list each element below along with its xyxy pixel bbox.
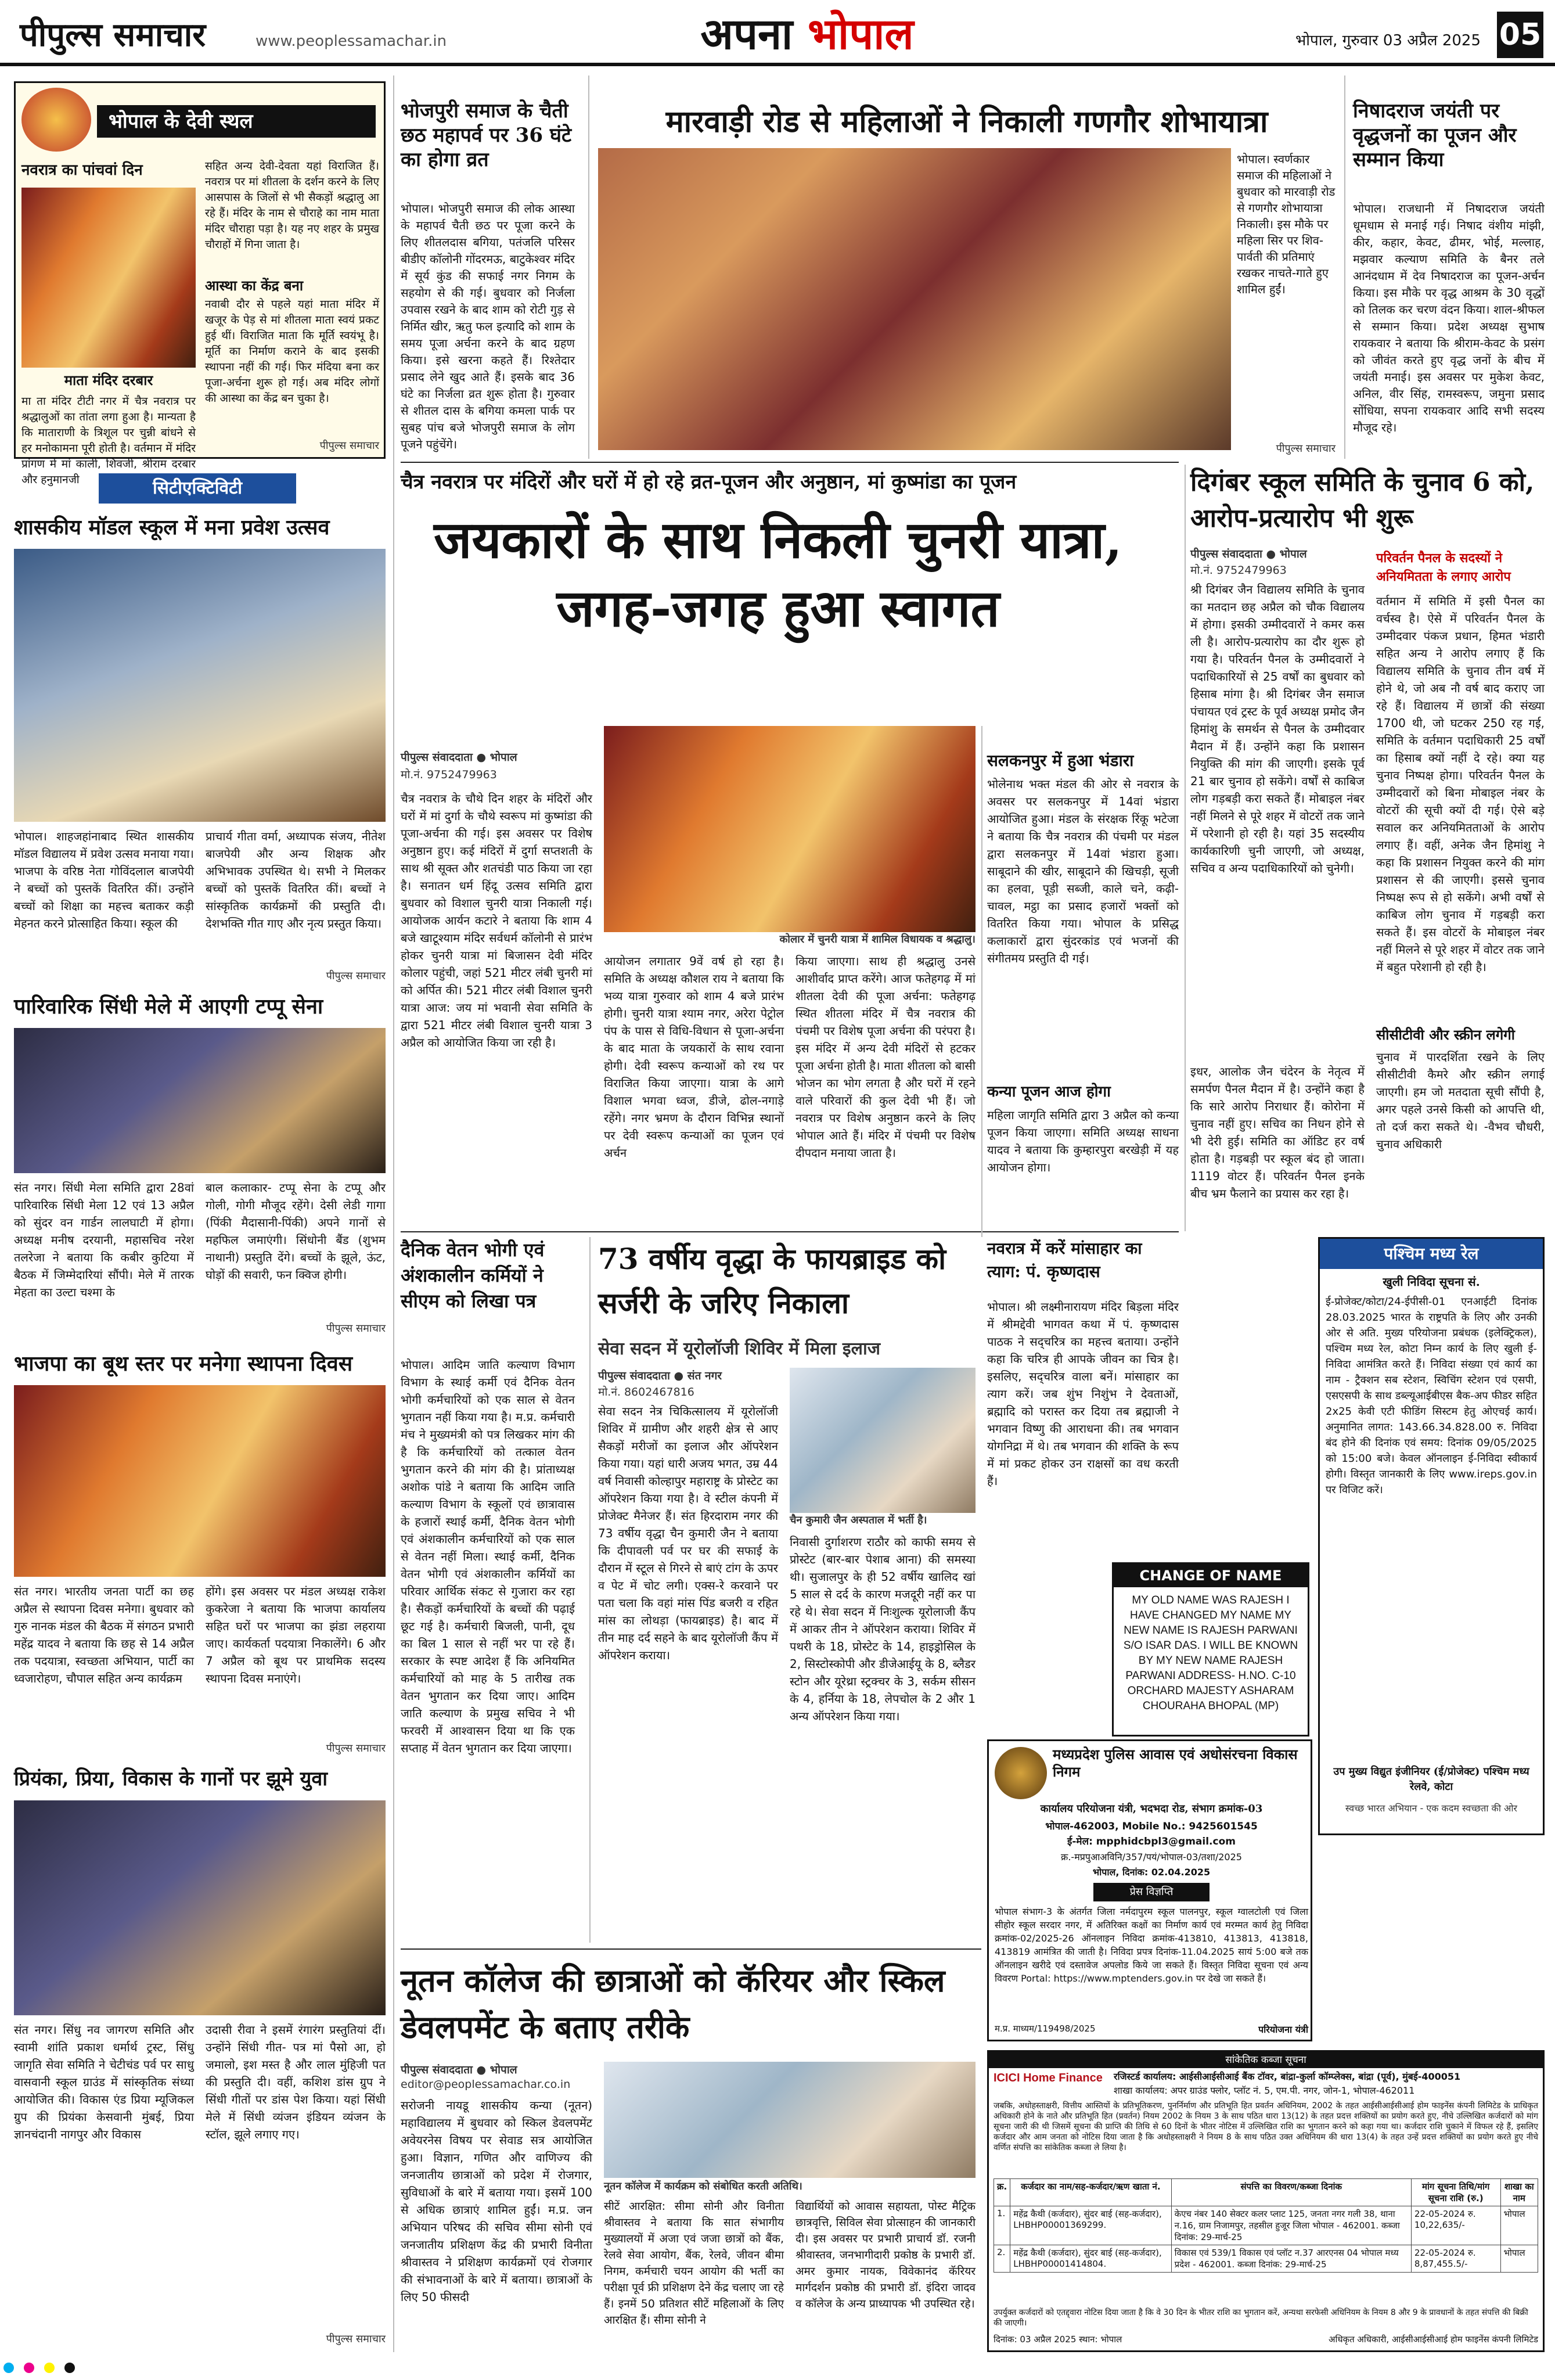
nutan-photo bbox=[604, 2062, 976, 2178]
nutan-body-2: सीटें आरक्षित: सीमा सोनी और विनीता श्रीवास्तव ने बताया कि सात संभागीय मुख्यालयों में अजा एवं जजा छात्रों को बैंक, रेलवे सेवा आयोग, बैंक, रेलवे, जीवन बीमा निगम, कर्मचारी चयन आयोग की भर्ती का परीक्षा पूर्व फ्री प्रशिक्षण देने केंद्र चलाए जा रहे हैं। इनमें 50 प्रतिशत सीटें महिलाओं के लिए आरक्षित हैं। सीमा सोनी ने bbox=[604, 2200, 784, 2327]
table-cell: 2. bbox=[994, 2245, 1010, 2273]
city-activity-label: सिटीएक्टिविटी bbox=[99, 473, 296, 504]
rule bbox=[401, 1231, 1179, 1232]
newspaper-logo: पीपुल्स समाचार bbox=[20, 16, 206, 54]
fibroid-body-2: निवासी दुर्गाशरण राठौर को काफी समय से प्रोस्टेट (बार-बार पेशाब आना) की समस्या थी। सुजालपुर के ही 52 वर्षीय खालिद खां 5 साल से दर्द के कारण मजदूरी नहीं कर पा रहे थे। सेवा सदन में निःशुल्क यूरोलाजी कैंप में आकर तीन ने ऑपरेशन कराया। शिविर में पथरी के 18, प्रोस्टेट के 14, हाइड्रोसिल के 2, सिस्टोस्कोपी और डीजेआईयू के 8, ब्लैडर स्टोन और यूरेथ्रा स्ट्रक्चर के 3, सर्कम सीसन के 4, हर्निया के 18, लेपचोल के 2 और 1 अन्य ऑपरेशन किया गया। bbox=[790, 1535, 976, 1723]
railway-tagline: स्वच्छ भारत अभियान - एक कदम स्वच्छता की ओर bbox=[1345, 1803, 1517, 1814]
police-code: म.प्र. माध्यम/119498/2025 bbox=[995, 2023, 1096, 2034]
digambar-body-1: श्री दिगंबर जैन विद्यालय समिति के चुनाव का मतदान छह अप्रैल को चौक विद्यालय में होगा। इसकी उम्मीदवारों ने कमर कस ली है। आरोप-प्रत्यारोप का दौर शुरू हो गया है। परिवर्तन पैनल के उम्मीदवारों ने पदाधिकारियों से 25 वर्षों का बुधवार को हिसाब मांगा है। श्री दिगंबर जैन समाज पंचायत एवं ट्रस्ट के पूर्व अध्यक्ष प्रमोद जैन हिमांशु के समर्थन से पैनल के उम्मीदवार मैदान में हैं। उन्होंने कहा कि प्रशासन नियुक्ति की मांग की जाएगी। इसके पूर्व 21 बार चुनाव हो सकेंगे। वर्षों से काबिज लोग गड़बड़ी करा सकते हैं। मोबाइल नंबर नहीं मिलने से पूरे शहर में वोटरों तक जाने में परेशानी हो रही है। यहां 35 सदस्यीय कार्यकारिणी चुनी जाएगी, जो अध्यक्ष, सचिव व अन्य पदाधिकारियों को चुनेगी। bbox=[1190, 583, 1365, 875]
masthead-rule bbox=[0, 63, 1555, 66]
devi-kicker: भोपाल के देवी स्थल bbox=[97, 105, 376, 138]
digambar-body-4: चुनाव में पारदर्शिता रखने के लिए सीसीटीवी कैमरे और स्क्रीन लगाई जाएगी। हम जो मतदाता सूची सौंपी है, अगर पहले उनसे किसी को आपत्ति थी, तो दर्ज करा सकते थे। -वैभव चौधरी, चुनाव अधिकारी bbox=[1376, 1050, 1545, 1151]
digambar-headline: दिगंबर स्कूल समिति के चुनाव 6 को, आरोप-प्रत्यारोप भी शुरू bbox=[1190, 468, 1535, 533]
icici-body: जबकि, अधोहस्ताक्षरी, वित्तीय आस्तियों के प्रतिभूतिकरण, पुनर्निर्माण और प्रतिभूति हित प्रवर्तन अधिनियम, 2002 के तहत आईसीआईसीआई होम फाइनेंस कंपनी लिमिटेड के प्राधिकृत अधिकारी होने के नाते और प्रतिभूति हित (प्रवर्तन) नियम 2002 के नियम 3 के साथ पठित धारा 13(12) के तहत प्रदत्त शक्तियों का प्रयोग करते हुए, नीचे उल्लिखित कर्जदारों को मांग सूचना जारी की थी जिसमें सूचना की प्राप्ति की तिथि से 60 दिनों के भीतर नोटिस में उल्लिखित राशि का भुगतान करने को कहा गया था। कर्जदार राशि चुकाने में विफल रहे हैं, इसलिए कर्जदार और आम जनता को नोटिस दिया जाता है कि अधोहस्ताक्षरी ने नियम 8 के साथ पठित उक्त अधिनियम की धारा 13(4) के तहत उन्हें प्रदत्त शक्तियों का प्रयोग करते हुए नीचे वर्णित संपत्ति का सांकेतिक कब्जा ले लिया है। bbox=[994, 2101, 1538, 2152]
digambar-mobile: मो.नं. 9752479963 bbox=[1190, 564, 1287, 577]
mansahar-body: भोपाल। श्री लक्ष्मीनारायण मंदिर बिड़ला मंदिर में श्रीमद्देवी भागवत कथा में पं. कृष्णदास पाठक ने सद्चरित्र का महत्त्व बताया। उन्होंने कहा कि चरित्र ही आपके जीवन का चित्र है। इसलिए, सद्चरित्र वाला बनें। मांसाहार का त्याग करें। जब शुंभ निशुंभ ने देवताओं, ब्रह्मादि को परास्त कर दिया तब ब्रह्माजी ने भगवान विष्णु की आराधना की। तब भगवान योगनिद्रा में थे। तब भगवान की शक्ति के रूप में मां प्रकट होकर उन राक्षसों का वध करती हैं। bbox=[987, 1300, 1179, 1488]
icici-kicker: सांकेतिक कब्जा सूचना bbox=[989, 2052, 1543, 2068]
icici-date: दिनांक: 03 अप्रैल 2025 स्थान: भोपाल bbox=[994, 2334, 1122, 2345]
bjp-body-1: संत नगर। भारतीय जनता पार्टी का छह अप्रैल से स्थापना दिवस मनेगा। बुधवार को गुरु नानक मंडल की बैठक में संगठन प्रभारी महेंद्र यादव ने बताया कि छह से 14 अप्रैल तक पदयात्रा, स्वच्छता अभियान, पार्टी का ध्वजारोहण, चौपाल सहित अन्य कार्यक्रम bbox=[14, 1584, 194, 1685]
table-cell: केएच नंबर 140 सेक्टर कलर प्लाट 125, जनता नगर गली 38, थाना न.16, ग्राम निजामपुर, तहसील हुजूर जिला भोपाल - 462001. कब्जा दिनांक: 29-मार्च-25 bbox=[1171, 2206, 1411, 2245]
rule bbox=[401, 1948, 981, 1950]
devi-body-1: मा ता मंदिर टीटी नगर में चैत्र नवरात्र पर श्रद्धालुओं का तांता लगा हुआ है। मान्यता है कि माताराणी के त्रिशूल पर चुन्नी बांधने से हर मनोकामना पूरी होती है। वर्तमान में मंदिर प्रांगण में मां काली, शिवजी, श्रीराम दरबार और हनुमानजी bbox=[21, 395, 196, 486]
section-title: अपना भोपाल bbox=[700, 9, 914, 59]
icici-brand: ICICI Home Finance bbox=[994, 2072, 1103, 2084]
vetan-headline: दैनिक वेतन भोगी एवं अंशकालीन कर्मियों ने सीएम को लिखा पत्र bbox=[401, 1239, 545, 1312]
icici-col-header: मांग सूचना तिथि/मांग सूचना राशि (रु.) bbox=[1411, 2179, 1500, 2206]
main-col-1: चैत्र नवरात्र के चौथे दिन शहर के मंदिरों और घरों में मां दुर्गा के चौथे स्वरूप मां कुष्मांडा की पूजा-अर्चना की गई। इस अवसर पर विशेष अनुष्ठान हुए। कई मंदिरों में दुर्गा सप्तशती के साथ श्री सूक्त और शतचंडी पाठ किया जा रहा है। सनातन धर्म हिंदू उत्सव समिति द्वारा बुधवार को विशाल चुनरी यात्रा निकाली गई। आयोजक आर्यन कटारे ने बताया कि शाम 4 बजे खाटूश्याम मंदिर सर्वधर्म कॉलोनी से प्रारंभ होकर चुनरी यात्रा मां बिजासन देवी मंदिर कोलार पहुंची, जहां 521 मीटर लंबी चुनरी मां को अर्पित की। 521 मीटर लंबी विशाल चुनरी यात्रा आज: जय मां भवानी सेवा समिति के द्वारा 521 मीटर लंबी विशाल चुनरी यात्रा 3 अप्रैल को आयोजित किया जा रही है। bbox=[401, 792, 592, 1049]
fibroid-headline: 73 वर्षीय वृद्धा के फायब्राइड को सर्जरी के जरिए निकाला bbox=[598, 1242, 946, 1320]
change-of-name-title: CHANGE OF NAME bbox=[1114, 1564, 1308, 1587]
police-press: प्रेस विज्ञप्ति bbox=[1093, 1883, 1210, 1901]
digambar-body-2: इधर, आलोक जैन चंदेरन के नेतृत्व में समर्पण पैनल मैदान में है। उन्होंने कहा है कि सारे आरोप निराधार हैं। कोरोना में चुनाव नहीं हुए। सचिव का निधन होने से भी देरी हुई। समिति का ऑडिट हर वर्ष होता है। गड़बड़ी पर स्कूल बंद हो जाता। 1119 वोटर हैं। परिवर्तन पैनल इनके बीच भ्रम फैलाने का प्रयास कर रहा है। bbox=[1190, 1065, 1365, 1200]
website-url[interactable]: www.peoplessamachar.in bbox=[255, 33, 447, 50]
digambar-sub-1: परिवर्तन पैनल के सदस्यों ने अनियमितता के लगाए आरोप bbox=[1376, 551, 1511, 584]
table-cell: महेंद्र कैथी (कर्जदार), सुंदर बाई (सह-कर्जदार), LHBHP00001414804. bbox=[1010, 2245, 1171, 2273]
bjp-photo bbox=[14, 1385, 386, 1577]
devi-day: नवरात्र का पांचवां दिन bbox=[21, 161, 143, 179]
table-cell: महेंद्र कैथी (कर्जदार), सुंदर बाई (सह-कर्जदार), LHBHP00001369299. bbox=[1010, 2206, 1171, 2245]
patient-photo bbox=[790, 1368, 976, 1513]
gangaur-headline: मारवाड़ी रोड से महिलाओं ने निकाली गणगौर शोभायात्रा bbox=[665, 104, 1268, 139]
sindhi-body-2: बाल कलाकार- टप्पू सेना के टप्पू और गोली, गोगी मौजूद रहेंगे। देसी लेडी गागा (पिंकी मैदासानी-पिंकी) अपने गानों से महफिल जमाएंगी। सिंधोनी बैंड (शुभम नाथानी) प्रस्तुति देंगे। बच्चों के झूले, ऊंट, घोड़ों की सवारी, फन क्विज होगी। bbox=[206, 1181, 386, 1282]
fibroid-mobile: मो.नं. 8602467816 bbox=[598, 1386, 694, 1398]
icici-branch: शाखा कार्यालय: अपर ग्राउंड फ्लोर, प्लॉट नं. 5, एम.पी. नगर, जोन-1, भोपाल-462011 bbox=[1114, 2085, 1415, 2096]
main-strap: चैत्र नवरात्र पर मंदिरों और घरों में हो रहे व्रत-पूजन और अनुष्ठान, मां कुष्मांडा का पूजन bbox=[401, 470, 1017, 494]
sindhi-headline: पारिवारिक सिंधी मेले में आएगी टप्पू सेना bbox=[14, 994, 323, 1019]
icici-col-header: संपत्ति का विवरण/कब्जा दिनांक bbox=[1171, 2179, 1411, 2206]
column-divider bbox=[589, 1237, 591, 1943]
bjp-credit: पीपुल्स समाचार bbox=[326, 1742, 386, 1755]
column-divider bbox=[981, 726, 982, 1237]
goddess-icon bbox=[21, 88, 91, 152]
table-cell: 22-05-2024 रु. 8,87,455.5/- bbox=[1411, 2245, 1500, 2273]
digambar-sub-2: सीसीटीवी और स्क्रीन लगेगी bbox=[1376, 1026, 1516, 1043]
school-body-2: प्राचार्य गीता वर्मा, अध्यापक संजय, नीतेश बाजपेयी और अन्य शिक्षक और अभिभावक उपस्थित थे। सभी ने मिलकर बच्चों को पुस्तकें वितरित कीं। बच्चों ने सांस्कृतिक कार्यक्रमों की प्रस्तुति दी। देशभक्ति गीत गाए और नृत्य प्रस्तुत किया। bbox=[206, 829, 386, 930]
table-row bbox=[994, 2245, 1538, 2273]
nishad-body: भोपाल। राजधानी में निषादराज जयंती धूमधाम से मनाई गई। निषाद वंशीय मांझी, कीर, कहार, केवट, ढीमर, भोई, मल्लाह, मझवार कल्याण समिति के बैनर तले आनंदधाम में देव निषादराज का पूजन-अर्चन किया। इस मौके पर वृद्ध आश्रम के 30 वृद्धों को तिलक कर चरण वंदन किया। शाल-श्रीफल से सम्मान किया। प्रदेश अध्यक्ष सुभाष रायकवार ने बताया कि श्रीराम-केवट के प्रसंग को जीवंत करते हुए वृद्ध जनों के बीच में जयंती मनाई। इस अवसर पर मुकेश केवट, अनिल, वीर सिंह, रामस्वरूप, जमुना प्रसाद सोंधिया, सपना रायकवार आदि सभी सदस्य मौजूद रहे। bbox=[1353, 202, 1545, 434]
column-divider bbox=[1185, 465, 1186, 1231]
nutan-body-1: सरोजनी नायडू शासकीय कन्या (नूतन) महाविद्यालय में बुधवार को स्किल डेवलपमेंट अवेयरनेस विषय पर सेवाड सत्र आयोजित हुआ। विज्ञान, गणित और वाणिज्य की जनजातीय छात्राओं को प्रदेश में रोजगार, सुविधाओं के बारे में बताया गया। इसमें 100 से अधिक छात्राएं शामिल हुईं। म.प्र. जन अभियान परिषद की सचिव सीमा सोनी एवं जनजातीय प्रशिक्षण केंद्र की प्रभारी विनीता श्रीवास्तव ने प्रशिक्षण कार्यक्रमों एवं रोजगार की संभावनाओं के बारे में बताया। छात्राओं के लिए 50 फीसदी bbox=[401, 2098, 592, 2304]
police-email[interactable]: ई-मेल: mpphidcbpl3@gmail.com bbox=[1067, 1836, 1236, 1847]
fibroid-sub: सेवा सदन में यूरोलॉजी शिविर में मिला इलाज bbox=[598, 1339, 880, 1359]
devi-body-3: नवाबी दौर से पहले यहां माता मंदिर में खजूर के पेड़ से मां शीतला माता स्वयं प्रकट हुई थीं। विराजित माता कि मूर्ति स्वयंभू है। मूर्ति का निर्माण कराने के बाद इसकी स्थापना नहीं की गई। फिर मंदिया बना कर पूजा-अर्चना शुरू हो गई। अब मंदिर लोगों की आस्था का केंद्र बन चुका है। bbox=[205, 298, 379, 405]
school-headline: शासकीय मॉडल स्कूल में मना प्रवेश उत्सव bbox=[14, 515, 330, 540]
change-of-name-ad bbox=[1112, 1562, 1309, 1737]
gangaur-photo bbox=[598, 148, 1231, 450]
police-date: भोपाल, दिनांक: 02.04.2025 bbox=[1092, 1867, 1211, 1878]
nishad-headline: निषादराज जयंती पर वृद्धजनों का पूजन और सम्मान किया bbox=[1353, 99, 1517, 171]
icici-foot: उपर्युक्त कर्जदारों को एतद्द्वारा नोटिस दिया जाता है कि वे 30 दिन के भीतर राशि का भुगतान करें, अन्यथा सरफेसी अधिनियम के नियम 8 और 9 के प्रावधानों के तहत संपत्ति की बिक्री की जाएगी। bbox=[994, 2308, 1528, 2328]
priyanka-body-2: उदासी रीवा ने इसमें रंगारंग प्रस्तुतियां दीं। उन्होंने सिंधी गीत- पत्र मां पैसो आ, हो जमालो, इश मस्त है और लाल मुंहिजी पत की प्रस्तुति दी। वहीं, कशिश डांस ग्रुप ने सिंधी गीतों पर डांस पेश किया। यहां सिंधी मेले में सिंधी व्यंजन इंडियन व्यंजन के स्टॉल, झूले लगाए गए। bbox=[206, 2023, 386, 2141]
bhojpuri-headline: भोजपुरी समाज के चैती छठ महापर्व पर 36 घंटे का होगा व्रत bbox=[401, 99, 572, 171]
police-title: मध्यप्रदेश पुलिस आवास एवं अधोसंरचना विकास निगम bbox=[1053, 1746, 1298, 1780]
icici-possession-notice bbox=[987, 2050, 1545, 2352]
bhojpuri-body: भोपाल। भोजपुरी समाज की लोक आस्था के महापर्व चैती छठ पर पूजा करने के लिए शीतलदास बगिया, पतंजलि परिसर बीडीए कॉलोनी गोंदरमऊ, बाटुकेश्वर मंदिर में सूर्य कुंड की सफाई नगर निगम के सहयोग से की गई। बुधवार को निर्जला उपवास रखने के बाद शाम को रोटी गुड़ से निर्मित खीर, ऋतु फल इत्यादि को शाम के समय पूजा अर्चना करने के बाद ग्रहण किया। इसे खरना कहते हैं। रिश्तेदार प्रसाद लेने खुद आते हैं। इसके बाद 36 घंटे का निर्जला व्रत शुरू होता है। गुरुवार से शीतल दास के बगिया कमला पार्क पर सुबह पांच बजे भोजपुरी समाज के लोग पूजने पहुंचेंगे। bbox=[401, 202, 575, 451]
police-ref: क्र.-मप्रपुआअविनि/357/पयं/भोपाल-03/तशा/2025 bbox=[1061, 1851, 1242, 1863]
school-body-1: भोपाल। शाहजहांनाबाद स्थित शासकीय मॉडल विद्यालय में प्रवेश उत्सव मनाया गया। भाजपा के वरिष्ठ नेता गोविंदलाल बाजपेयी ने बच्चों को पुस्तकें वितरित कीं। उन्होंने बच्चों को शिक्षा का महत्त्व बताकर कड़ी मेहनत करने प्रोत्साहित किया। स्कूल की bbox=[14, 829, 194, 930]
icici-sign: अधिकृत अधिकारी, आईसीआईसीआई होम फाइनेंस कंपनी लिमिटेड bbox=[1329, 2334, 1538, 2345]
column-divider bbox=[393, 76, 394, 2352]
police-emblem-icon bbox=[995, 1747, 1047, 1799]
main-mobile: मो.नं. 9752479963 bbox=[401, 768, 497, 781]
icici-col-header: कर्जदार का नाम/सह-कर्जदार/ऋण खाता नं. bbox=[1010, 2179, 1171, 2206]
police-sign: परियोजना यंत्री bbox=[1258, 2024, 1308, 2035]
chunari-yatra-photo bbox=[604, 726, 976, 932]
fibroid-photo-caption: चैन कुमारी जैन अस्पताल में भर्ती है। bbox=[790, 1514, 927, 1526]
school-photo bbox=[14, 549, 386, 822]
railway-body: ई-प्रोजेक्ट/कोटा/24-ईपीसी-01 एनआईटी दिनांक 28.03.2025 भारत के राष्ट्रपति के लिए और उनकी ओर से अति. मुख्य परियोजना प्रबंधक (इलेक्ट्रिकल), पश्चिम मध्य रेल, कोटा निम्न कार्य के लिए खुली ई-निविदा आमंत्रित करते हैं। निविदा संख्या एवं कार्य का नाम - ट्रैक्शन सब स्टेशन, स्विचिंग स्टेशन एवं एसपी, एसएसपी के साथ डब्ल्यूआईबीएस बैक-अप फीडर सहित 2x25 केवी एटी फीडिंग सिस्टम हेतु ओएचई कार्य। अनुमानित लागत: 143.66.34.828.00 रु. निविदा बंद होने की दिनांक एवं समय: दिनांक 09/05/2025 को 15:00 बजे। केवल ऑनलाइन ई-निविदा स्वीकार्य होगी। विस्तृत जानकारी के लिए www.ireps.gov.in पर विजिट करें। bbox=[1326, 1296, 1537, 1496]
page-number: 05 bbox=[1497, 12, 1543, 58]
dateline: भोपाल, गुरुवार 03 अप्रैल 2025 bbox=[1295, 32, 1481, 49]
railway-footer: उप मुख्य विद्युत इंजीनियर (ई/प्रोजेक्ट) पश्चिम मध्य रेलवे, कोटा bbox=[1333, 1766, 1529, 1793]
main-col-3: किया जाएगा। साथ ही श्रद्धालु उनसे आशीर्वाद प्राप्त करेंगे। आज फतेहगढ़ में मां शीतला देवी की पूजा अर्चना: फतेहगढ़ स्थित शीतला मंदिर में चैत्र नवरात्र की पंचमी पर विशेष पूजा अर्चना की परंपरा है। इस मंदिर में अन्य देवी मंदिरों से हटकर पूजा अर्चना होती है। माता शीतला को बासी भोजन का भोग लगता है और घरों में रहने वाले परिवारों की कुल देवी भी हैं। जो नवरात्र पर विशेष अनुष्ठान करने के लिए भोपाल आते हैं। मंदिर में पंचमी पर विशेष दीपदान मनाया जाता है। bbox=[796, 954, 976, 1160]
sindhi-photo bbox=[14, 1028, 386, 1173]
priyanka-photo bbox=[14, 1800, 386, 2015]
icici-table bbox=[994, 2178, 1538, 2306]
print-registration-marks bbox=[0, 2358, 1555, 2378]
devi-sthal-box bbox=[14, 81, 386, 486]
table-cell: विकास एवं 539/1 विकास एवं प्लॉट न.37 आरएनस 04 भोपाल मध्य प्रदेश - 462001. कब्जा दिनांक: 29-मार्च-25 bbox=[1171, 2245, 1411, 2273]
icici-col-header: क्र. bbox=[994, 2179, 1010, 2206]
main-col-2: आयोजन लगातार 9वें वर्ष हो रहा है। समिति के अध्यक्ष कौशल राय ने बताया कि भव्य यात्रा गुरुवार को शाम 4 बजे प्रारंभ होगी। चुनरी यात्रा श्याम नगर, अरेरा पेट्रोल पंप के पास से विधि-विधान से पूजा-अर्चना के बाद माता के जयकारों के साथ रवाना होगी। देवी स्वरूप कन्याओं को रथ पर विराजित किया जाएगा। यात्रा के आगे विशाल भगवा ध्वज, डीजे, ढोल-नगाड़े रहेंगे। नगर भ्रमण के दौरान विभिन्न स्थानों पर देवी स्वरूप कन्याओं का पूजन एवं अर्चन bbox=[604, 954, 784, 1160]
table-cell: भोपाल bbox=[1500, 2206, 1538, 2245]
digambar-byline: पीपुल्स संवाददाता ● भोपाल bbox=[1190, 548, 1307, 560]
main-photo-caption: कोलार में चुनरी यात्रा में शामिल विधायक व श्रद्धालु। bbox=[779, 933, 976, 945]
cyan-mark bbox=[3, 2363, 14, 2373]
railway-title: पश्चिम मध्य रेल bbox=[1320, 1239, 1543, 1269]
icici-col-header: शाखा का नाम bbox=[1500, 2179, 1538, 2206]
main-byline: पीपुल्स संवाददाता ● भोपाल bbox=[401, 751, 517, 764]
nutan-headline: नूतन कॉलेज की छात्राओं को कॅरियर और स्किल डेवलपमेंट के बताए तरीके bbox=[401, 1962, 945, 2045]
column-divider bbox=[588, 76, 589, 459]
police-body: भोपाल संभाग-3 के अंतर्गत जिला नर्मदापुरम स्कूल पालनपुर, स्कूल ग्वालटोली एवं जिला सीहोर स्कूल सरदार नगर, में अतिरिक्त कक्षों का निर्माण कार्य एवं मरम्मत कार्य हेतु निविदा क्रमांक-02/2025-26 ऑनलाइन निविदा क्रमांक-413810, 413813, 413818, 413819 आमंत्रित की जाती है। निविदा प्रपत्र दिनांक-11.04.2025 सायं 5:00 बजे तक ऑनलाइन खरीदे एवं दस्तावेज अपलोड किये जा सकते हैं। विस्तृत निविदा सूचना एवं अन्य विवरण Portal: https://www.mptenders.gov.in पर देखे जा सकते हैं। bbox=[995, 1906, 1308, 1984]
fibroid-byline: पीपुल्स संवाददाता ● संत नगर bbox=[598, 1369, 722, 1382]
table-cell: 1. bbox=[994, 2206, 1010, 2245]
icici-reg: रजिस्टर्ड कार्यालय: आईसीआईसीआई बैंक टॉवर, बांद्रा-कुर्ला कॉम्प्लेक्स, बांद्रा (पूर्व), मुंबई-400051 bbox=[1114, 2071, 1461, 2082]
main-headline: जयकारों के साथ निकली चुनरी यात्रा, जगह-जगह हुआ स्वागत bbox=[434, 509, 1122, 638]
fibroid-body-1: सेवा सदन नेत्र चिकित्सालय में यूरोलॉजी शिविर में ग्रामीण और शहरी क्षेत्र से आए सैकड़ों मरीजों का इलाज और ऑपरेशन किया गया। यहां धारी अजय भगत, उम्र 44 वर्ष निवासी कोल्हापुर महाराष्ट्र के प्रोस्टेट का ऑपरेशन किया गया है। वे स्टील कंपनी में प्रोजेक्ट मैनेजर हैं। संत हिरदाराम नगर की 73 वर्षीय वृद्धा चैन कुमारी जैन ने बताया कि दीपावली पर्व पर घर की सफाई के दौरान में स्टूल से गिरने से बाएं टांग के ऊपर व पेट में चोट लगी। एक्स-रे करवाने पर पता चला कि वहां मांस पिंड बजरी व रहित मांस का लोथड़ा (फायब्राइड) है। बाद में तीन माह दर्द सहने के बाद यूरोलॉजी कैंप में ऑपरेशन कराया। bbox=[598, 1404, 778, 1662]
temple-photo bbox=[21, 188, 196, 368]
black-mark bbox=[64, 2363, 75, 2373]
nutan-body-3: विद्यार्थियों को आवास सहायता, पोस्ट मैट्रिक छात्रवृत्ति, सिविल सेवा प्रोत्साहन की जानकारी दी। इस अवसर पर प्रभारी प्राचार्य डॉ. रजनी श्रीवास्तव, जनभागीदारी प्रकोष्ठ के प्रभारी डॉ. अमर कुमार नायक, विवेकानंद कॅरियर मार्गदर्शन प्रकोष्ठ की प्रभारी डॉ. इंदिरा जादव व कॉलेज के अन्य प्राध्यापक भी उपस्थित रहे। bbox=[796, 2200, 976, 2310]
table-row bbox=[994, 2206, 1538, 2245]
priyanka-credit: पीपुल्स समाचार bbox=[326, 2333, 386, 2345]
devi-body-2: सहित अन्य देवी-देवता यहां विराजित हैं। नवरात्र पर मां शीतला के दर्शन करने के लिए आसपास के जिलों से भी सैकड़ों श्रद्धालु आ रहे हैं। मंदिर के नाम से चौराहे का नाम माता मंदिर चौराहा पड़ा है। यह नए शहर के प्रमुख चौराहों में गिना जाता है। bbox=[205, 160, 379, 251]
police-addr: भोपाल-462003, Mobile No.: 9425601545 bbox=[1045, 1821, 1258, 1832]
yellow-mark bbox=[44, 2363, 55, 2373]
nutan-email[interactable]: editor@peoplessamachar.co.in bbox=[401, 2078, 571, 2091]
table-cell: 22-05-2024 रु. 10,22,635/- bbox=[1411, 2206, 1500, 2245]
column-divider bbox=[1344, 76, 1345, 459]
bjp-body-2: होंगे। इस अवसर पर मंडल अध्यक्ष राकेश कुकरेजा ने बताया कि भाजपा कार्यालय सहित घरों पर भाजपा का झंडा लहराया जाए। कार्यकर्ता पदयात्रा निकालेंगे। 6 और 7 अप्रैल को बूथ पर प्राथमिक सदस्य स्थापना दिवस मनाएंगे। bbox=[206, 1584, 386, 1685]
nutan-photo-caption: नूतन कॉलेज में कार्यक्रम को संबोधित करती अतिथि। bbox=[604, 2180, 802, 2192]
gangaur-credit: पीपुल्स समाचार bbox=[1276, 443, 1336, 455]
devi-photo-caption: माता मंदिर दरबार bbox=[64, 372, 153, 389]
sindhi-body-1: संत नगर। सिंधी मेला समिति द्वारा 28वां पारिवारिक सिंधी मेला 12 एवं 13 अप्रैल को सुंदर वन गार्डन लालघाटी में होगा। अध्यक्ष मनीष दरयानी, महासचिव नरेश तलरेजा ने बताया कि कबीर कुटिया में बैठक में जिम्मेदारियां सौंपी। मेले में तारक मेहता का उल्टा चश्मा के bbox=[14, 1181, 194, 1299]
nutan-byline: पीपुल्स संवाददाता ● भोपाल bbox=[401, 2063, 517, 2076]
police-office: कार्यालय परियोजना यंत्री, भदभदा रोड, संभाग क्रमांक-03 bbox=[1040, 1803, 1263, 1815]
magenta-mark bbox=[24, 2363, 34, 2373]
sindhi-credit: पीपुल्स समाचार bbox=[326, 1322, 386, 1335]
priyanka-headline: प्रियंका, प्रिया, विकास के गानों पर झूमे युवा bbox=[14, 1767, 328, 1791]
priyanka-body-1: संत नगर। सिंधु नव जागरण समिति और स्वामी शांति प्रकाश धर्मार्थ ट्रस्ट, सिंधु जागृति सेवा समिति ने चेटीचंड पर्व पर साधु वासवानी स्कूल ग्राउंड में सांस्कृतिक संध्या आयोजित की। विकास एंड प्रिया म्यूजिकल ग्रुप की प्रियंका केसवानी मुंबई, प्रिया ज्ञानचंदानी नागपुर और विकास bbox=[14, 2023, 194, 2141]
vetan-body: भोपाल। आदिम जाति कल्याण विभाग विभाग के स्थाई कर्मी एवं दैनिक वेतन भोगी कर्मचारियों को एक साल से वेतन भुगतान नहीं किया गया है। म.प्र. कर्मचारी मंच ने मुख्यमंत्री को पत्र लिखकर मांग की है कि कर्मचारियों को तत्काल वेतन भुगतान करने की मांग की है। प्रांताध्यक्ष अशोक पांडे ने बताया कि आदिम जाति कल्याण विभाग के स्कूलों एवं छात्रावास के हजारों स्थाई कर्मी, दैनिक वेतन भोगी एवं अंशकालीन कर्मचारियों को एक साल से वेतन नहीं मिला। स्थाई कर्मी, दैनिक वेतन भोगी एवं अंशकालीन कर्मियों का परिवार आर्थिक संकट से गुजारा कर रहा है। सैकड़ों कर्मचारियों के बच्चों की पढ़ाई छूट गई है। कर्मचारी बिजली, पानी, दूध का बिल 1 साल से नहीं भर पा रहे हैं। सरकार के स्पष्ट आदेश हैं कि अनियमित कर्मचारियों को माह के 5 तारीख तक वेतन भुगतान कर दिया जाए। आदिम जाति कल्याण के प्रमुख सचिव ने भी फरवरी में आश्वासन दिया था कि एक सप्ताह में वेतन भुगतान कर दिया जाएगा। bbox=[401, 1358, 575, 1755]
railway-sub: खुली निविदा सूचना सं. bbox=[1383, 1275, 1480, 1289]
kanya-pujan-body: महिला जागृति समिति द्वारा 3 अप्रैल को कन्या पूजन किया जाएगा। समिति अध्यक्ष साधना यादव ने बताया कि कुम्हारपुरा बरखेड़ी में यह आयोजन होगा। bbox=[987, 1108, 1179, 1174]
rule bbox=[401, 462, 1179, 463]
gangaur-caption: भोपाल। स्वर्णकार समाज की महिलाओं ने बुधवार को मारवाड़ी रोड से गणगौर शोभायात्रा निकाली। इस मौके पर महिला सिर पर शिव-पार्वती की प्रतिमाएं रखकर नाचते-गाते हुए शामिल हुईं। bbox=[1237, 152, 1336, 296]
bjp-headline: भाजपा का बूथ स्तर पर मनेगा स्थापना दिवस bbox=[14, 1351, 353, 1376]
school-credit: पीपुल्स समाचार bbox=[326, 970, 386, 982]
mansahar-headline: नवरात्र में करें मांसाहार का त्याग: पं. कृष्णदास bbox=[987, 1239, 1142, 1281]
table-cell: भोपाल bbox=[1500, 2245, 1538, 2273]
devi-sub: आस्था का केंद्र बना bbox=[205, 277, 304, 294]
salkanpur-headline: सलकनपुर में हुआ भंडारा bbox=[987, 751, 1134, 770]
devi-credit: पीपुल्स समाचार bbox=[319, 440, 379, 452]
salkanpur-body: भोलेनाथ भक्त मंडल की ओर से नवरात्र के अवसर पर सलकनपुर में 14वां भंडारा आयोजित हुआ। मंडल के संरक्षक रिंकू भटेजा ने बताया कि चैत्र नवरात्र की पंचमी पर मंडल द्वारा सलकनपुर में 14वां भंडारा हुआ। साबूदाने की खीर, साबूदाने की खिचड़ी, सूजी का हलवा, पूड़ी सब्जी, काले चने, कढ़ी-चावल, मट्ठा का प्रसाद हजारों भक्तों को वितरित किया गया। भोपाल के प्रसिद्ध कलाकारों द्वारा सुंदरकांड एवं भजनों की संगीतमय प्रस्तुति दी गई। bbox=[987, 777, 1179, 965]
digambar-body-3: वर्तमान में समिति में इसी पैनल का वर्चस्व है। ऐसे में परिवर्तन पैनल के उम्मीदवार पंकज प्रधान, हिमत भंडारी सहित अन्य ने आरोप लगाए हैं कि विद्यालय समिति के चुनाव तीन वर्ष में होने थे, जो अब नौ वर्ष बाद कराए जा रहे हैं। विद्यालय में छात्रों की संख्या 1700 थी, जो घटकर 250 रह गई, समिति के वर्तमान पदाधिकारी 25 वर्षों का हिसाब क्यों नहीं दे रहे। क्या यह चुनाव निष्पक्ष होगा। परिवर्तन पैनल के उम्मीदवारों को बिना मोबाइल नंबर के वोटरों की सूची क्यों दी गई। ऐसे बड़े सवाल कर अनियमितताओं के आरोप लगाए हैं। वहीं, अनेक जैन हिमांशु ने कहा कि प्रशासन नियुक्त करने की मांग प्रशासन से की जाएगी। इससे चुनाव निष्पक्ष रूप से हो सकेंगे। अभी वर्षों से काबिज लोग चुनाव में गड़बड़ी करा सकते हैं। इस वोटरों के मोबाइल नंबर नहीं मिलने से पूरे शहर में वोटर तक जाने में बहुत परेशानी हो रही है। bbox=[1376, 594, 1545, 974]
police-housing-ad bbox=[987, 1739, 1312, 2041]
change-of-name-text: MY OLD NAME WAS RAJESH I HAVE CHANGED MY NAME MY NEW NAME IS RAJESH PARWANI S/O ISAR DAS. I WILL BE KNOWN BY MY NEW NAME RAJESH PARWANI ADDRESS- H.NO. C-10 ORCHARD MAJESTY ASHARAM CHOURAHA BHOPAL (MP) bbox=[1123, 1594, 1298, 1712]
railway-tender-ad bbox=[1318, 1237, 1545, 1835]
kanya-pujan-sub: कन्या पूजन आज होगा bbox=[987, 1083, 1111, 1101]
